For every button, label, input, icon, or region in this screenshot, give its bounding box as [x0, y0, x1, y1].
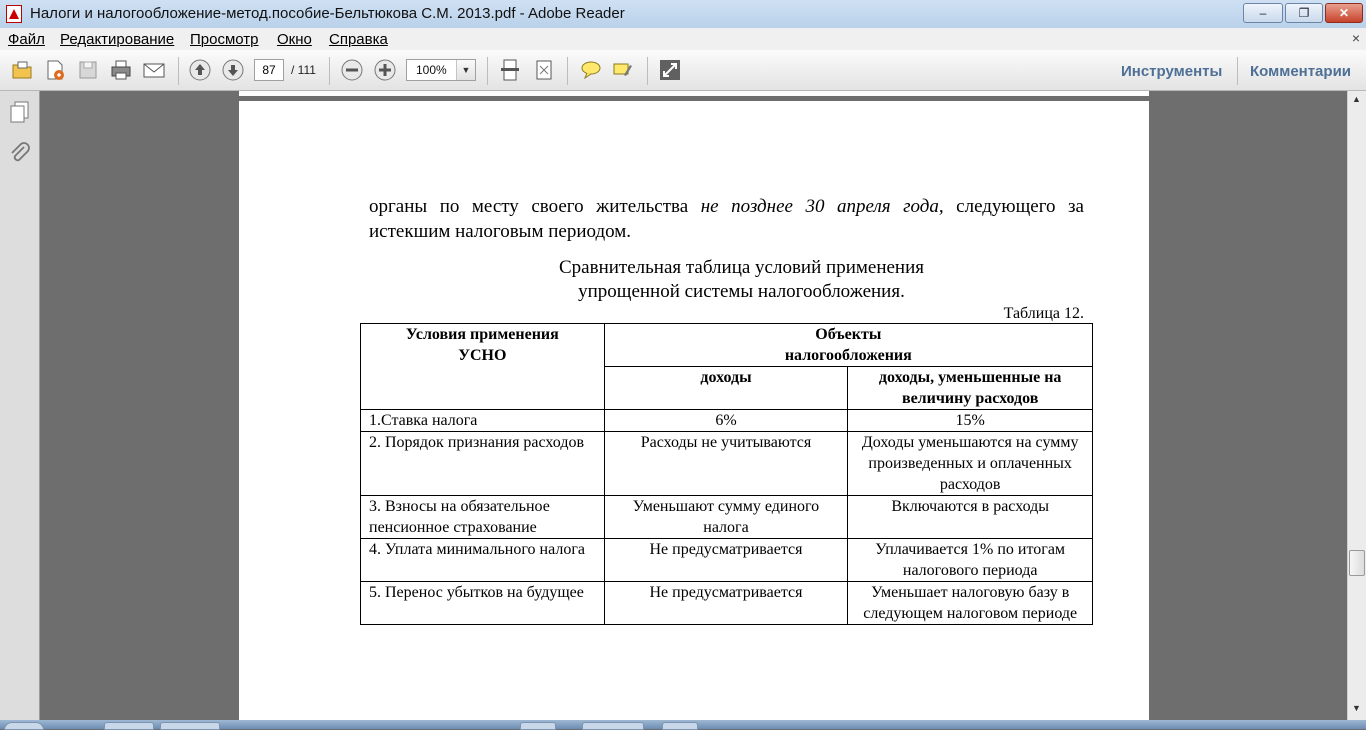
cell-condition: 2. Порядок признания расходов — [361, 432, 605, 496]
menu-edit[interactable]: Редактирование — [60, 31, 175, 48]
scrollbar-thumb[interactable] — [1349, 550, 1365, 576]
menu-file[interactable]: Файл — [8, 31, 45, 48]
table-title-line: упрощенной системы налогообложения. — [578, 281, 905, 302]
toolbar-separator — [567, 57, 568, 85]
header-text: налогообложения — [784, 347, 912, 364]
cell-income-minus: Уменьшает налоговую базу в следующем налоговом периоде — [848, 582, 1093, 625]
toolbar-separator — [647, 57, 648, 85]
toolbar-separator — [487, 57, 488, 85]
paragraph-text: органы по месту своего жительства — [369, 196, 701, 217]
cell-income-minus: Включаются в расходы — [848, 496, 1093, 539]
header-objects — [604, 324, 1092, 367]
menu-bar — [0, 28, 1366, 50]
cell-income-minus: 15% — [848, 410, 1093, 432]
page-number-input[interactable] — [254, 59, 284, 81]
paragraph-italic-text: не позднее 30 апреля года, — [700, 196, 944, 217]
adobe-reader-icon — [6, 5, 22, 23]
close-button[interactable]: ✕ — [1325, 3, 1363, 23]
table-title — [369, 256, 1084, 304]
zoom-value: 100% — [416, 63, 447, 77]
next-page-button[interactable] — [221, 58, 245, 82]
header-conditions — [361, 324, 605, 410]
tools-pane-link[interactable]: Инструменты — [1121, 63, 1223, 80]
header-text: УСНО — [458, 347, 507, 364]
cell-income: Уменьшают сумму единого налога — [604, 496, 848, 539]
paragraph-text: следующего за истекшим налоговым периодом. — [369, 196, 1084, 242]
print-button[interactable] — [109, 58, 133, 82]
header-text: Объекты — [815, 326, 882, 343]
arrow-down-icon — [221, 58, 245, 82]
attachments-paperclip-icon[interactable] — [8, 141, 32, 167]
table-number: Таблица 12. — [1003, 305, 1084, 322]
speech-bubble-icon — [579, 58, 603, 82]
table-row — [361, 582, 1093, 625]
minus-circle-icon — [340, 58, 364, 82]
comments-pane-link[interactable]: Комментарии — [1250, 63, 1352, 80]
comparison-table — [360, 323, 1093, 625]
envelope-icon — [142, 58, 166, 82]
fit-page-button[interactable] — [532, 58, 556, 82]
navigation-pane — [0, 91, 40, 720]
header-text: Условия применения — [405, 326, 559, 343]
cell-income: Не предусматривается — [604, 582, 848, 625]
page-thumbnails-icon[interactable] — [8, 100, 32, 126]
page-content — [369, 194, 1084, 625]
highlight-text-button[interactable] — [611, 58, 635, 82]
table-title-line: Сравнительная таблица условий применения — [559, 257, 924, 278]
table-header-row — [361, 324, 1093, 367]
menu-window[interactable]: Окно — [277, 31, 312, 48]
chevron-down-icon[interactable]: ▼ — [456, 60, 475, 80]
cell-condition: 1.Ставка налога — [361, 410, 605, 432]
window-title: Налоги и налогообложение-метод.пособие-Бельтюкова С.М. 2013.pdf - Adobe Reader — [30, 5, 625, 22]
add-comment-button[interactable] — [579, 58, 603, 82]
page-scroll-icon — [498, 58, 522, 82]
table-row — [361, 432, 1093, 496]
save-button[interactable] — [76, 58, 100, 82]
open-folder-icon — [10, 58, 34, 82]
fit-page-icon — [532, 58, 556, 82]
cell-condition: 3. Взносы на обязательное пенсионное страхование — [361, 496, 605, 539]
create-pdf-icon — [43, 58, 67, 82]
title-bar — [0, 0, 1366, 28]
highlighter-icon — [611, 58, 635, 82]
expand-icon — [658, 58, 682, 82]
page-total: / 111 — [291, 63, 316, 77]
arrow-up-icon — [188, 58, 212, 82]
body-paragraph — [369, 194, 1084, 244]
header-income-minus-expenses: доходы, уменьшенные на величину расходов — [848, 367, 1093, 410]
zoom-in-button[interactable] — [373, 58, 397, 82]
scrolling-mode-button[interactable] — [498, 58, 522, 82]
cell-income: Не предусматривается — [604, 539, 848, 582]
open-file-button[interactable] — [10, 58, 34, 82]
cell-condition: 4. Уплата минимального налога — [361, 539, 605, 582]
email-button[interactable] — [142, 58, 166, 82]
menu-help[interactable]: Справка — [329, 31, 388, 48]
save-icon — [76, 58, 100, 82]
full-screen-button[interactable] — [658, 58, 682, 82]
plus-circle-icon — [373, 58, 397, 82]
minimize-button[interactable]: – — [1243, 3, 1283, 23]
table-row — [361, 539, 1093, 582]
cell-income: 6% — [604, 410, 848, 432]
toolbar-separator — [178, 57, 179, 85]
scroll-up-icon[interactable]: ▲ — [1352, 94, 1361, 104]
table-row — [361, 496, 1093, 539]
scroll-down-icon[interactable]: ▼ — [1352, 703, 1361, 713]
previous-page-button[interactable] — [188, 58, 212, 82]
toolbar — [0, 50, 1366, 91]
table-row — [361, 410, 1093, 432]
previous-page-edge — [239, 91, 1149, 96]
toolbar-separator — [1237, 57, 1238, 85]
maximize-button[interactable]: ❐ — [1285, 3, 1323, 23]
menu-view[interactable]: Просмотр — [190, 31, 259, 48]
cell-income: Расходы не учитываются — [604, 432, 848, 496]
cell-income-minus: Уплачивается 1% по итогам налогового периода — [848, 539, 1093, 582]
printer-icon — [109, 58, 133, 82]
windows-taskbar — [0, 720, 1366, 729]
header-income: доходы — [604, 367, 848, 410]
zoom-out-button[interactable] — [340, 58, 364, 82]
toolbar-separator — [329, 57, 330, 85]
zoom-select[interactable] — [406, 59, 476, 81]
close-document-icon[interactable]: × — [1351, 30, 1360, 46]
create-pdf-button[interactable] — [43, 58, 67, 82]
cell-income-minus: Доходы уменьшаются на сумму произведенных и оплаченных расходов — [848, 432, 1093, 496]
document-view[interactable] — [40, 91, 1347, 720]
cell-condition: 5. Перенос убытков на будущее — [361, 582, 605, 625]
vertical-scrollbar[interactable] — [1347, 91, 1366, 720]
pdf-page — [239, 101, 1149, 720]
